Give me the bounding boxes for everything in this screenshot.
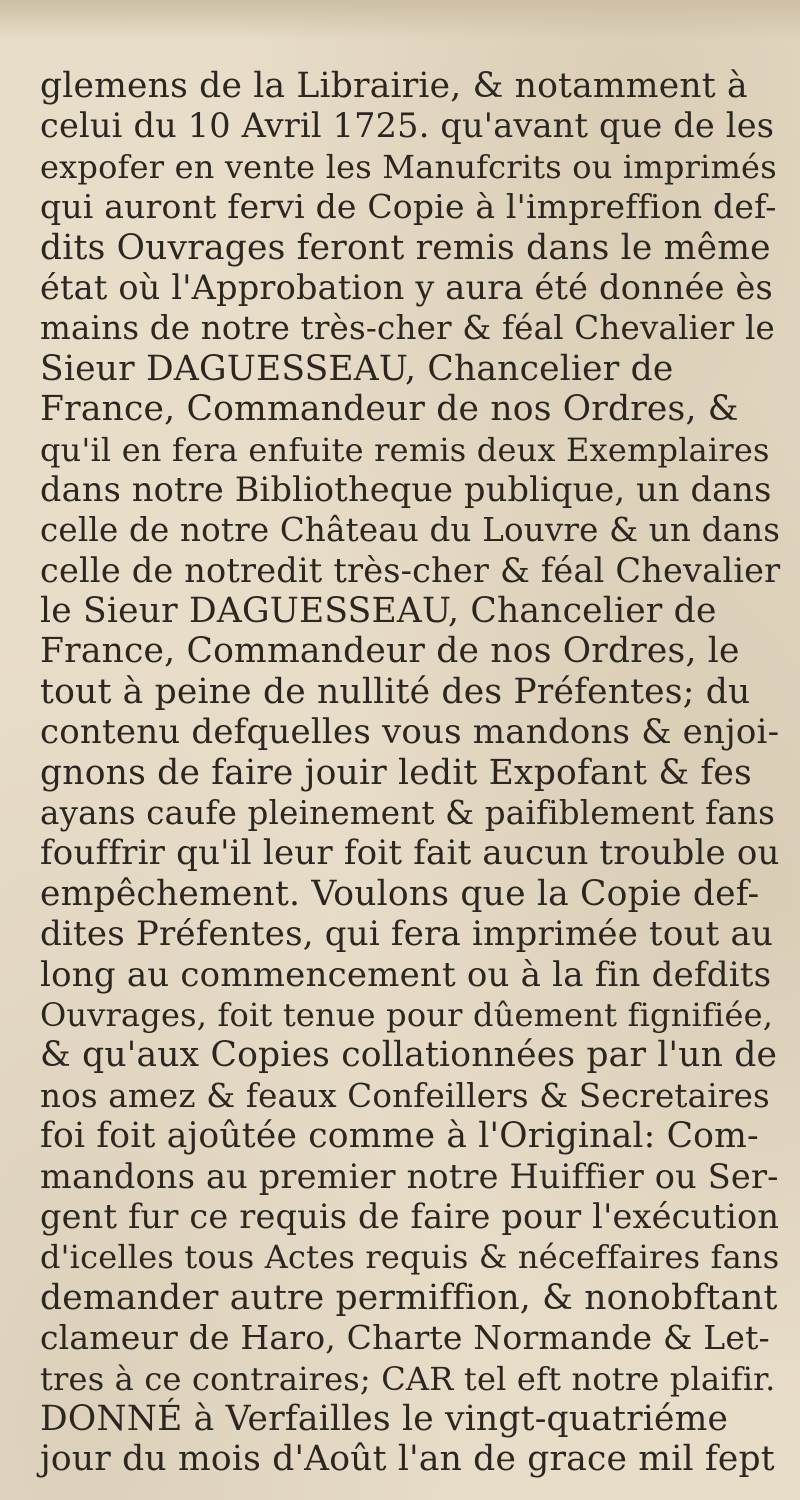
- text-line: glemens de la Librairie, & notamment à: [40, 66, 748, 106]
- text-line: qui auront fervi de Copie à l'impreffion def-: [40, 187, 777, 227]
- text-line: état où l'Approbation y aura été donnée ès: [40, 267, 773, 307]
- text-line: ayans caufe pleinement & paifiblement fans: [40, 794, 776, 833]
- text-line: empêchement. Voulons que la Copie def-: [40, 873, 760, 914]
- text-line: expofer en vente les Manufcrits ou imprimés: [40, 147, 777, 186]
- text-line: dites Préfentes, qui fera imprimée tout au: [40, 914, 774, 955]
- text-line: Sieur DAGUESSEAU, Chancelier de: [40, 348, 674, 389]
- text-line: France, Commandeur de nos Ordres, le: [40, 631, 740, 672]
- text-line: Ouvrages, foit tenue pour dûement fignifiée,: [40, 995, 774, 1034]
- text-line: dits Ouvrages feront remis dans le même: [40, 227, 771, 268]
- text-line: d'icelles tous Actes requis & néceffaires fans: [40, 1238, 780, 1277]
- text-line: le Sieur DAGUESSEAU, Chancelier de: [40, 591, 717, 632]
- text-line: jour du mois d'Août l'an de grace mil fept: [40, 1439, 775, 1480]
- text-line: nos amez & feaux Confeillers & Secretaires: [40, 1076, 770, 1115]
- text-line: foi foit ajoûtée comme à l'Original: Com-: [40, 1116, 759, 1157]
- text-line: tout à peine de nullité des Préfentes; du: [40, 671, 751, 712]
- text-line: demander autre permiffion, & nonobftant: [40, 1277, 778, 1318]
- text-line: long au commencement ou à la fin defdits: [40, 954, 772, 995]
- body-text: [40, 66, 780, 1480]
- text-line: clameur de Haro, Charte Normande & Let-: [40, 1318, 770, 1358]
- text-line: gent fur ce requis de faire pour l'exécution: [40, 1196, 780, 1236]
- text-line: qu'il en fera enfuite remis deux Exemplaires: [40, 430, 770, 469]
- text-line: DONNÉ à Verfailles le vingt-quatriéme: [40, 1398, 729, 1439]
- text-line: dans notre Bibliotheque publique, un dans: [40, 469, 772, 509]
- text-line: gnons de faire jouir ledit Expofant & fes: [40, 752, 752, 793]
- text-line: contenu defquelles vous mandons & enjoi-: [40, 712, 780, 753]
- text-line: mains de notre très-cher & féal Chevalier le: [40, 309, 775, 348]
- text-line: celle de notre Château du Louvre & un dans: [40, 511, 781, 550]
- text-line: celui du 10 Avril 1725. qu'avant que de les: [40, 106, 775, 146]
- text-line: celle de notredit très-cher & féal Chevalier: [40, 550, 781, 590]
- page-edge-shadow: [0, 0, 800, 40]
- text-line: mandons au premier notre Huiffier ou Ser-: [40, 1156, 779, 1196]
- text-line: fouffrir qu'il leur foit fait aucun trouble ou: [40, 833, 780, 874]
- text-line: tres à ce contraires; CAR tel eft notre plaifir.: [40, 1359, 776, 1398]
- text-line: France, Commandeur de nos Ordres, &: [40, 389, 739, 430]
- text-line: & qu'aux Copies collationnées par l'un de: [40, 1035, 778, 1076]
